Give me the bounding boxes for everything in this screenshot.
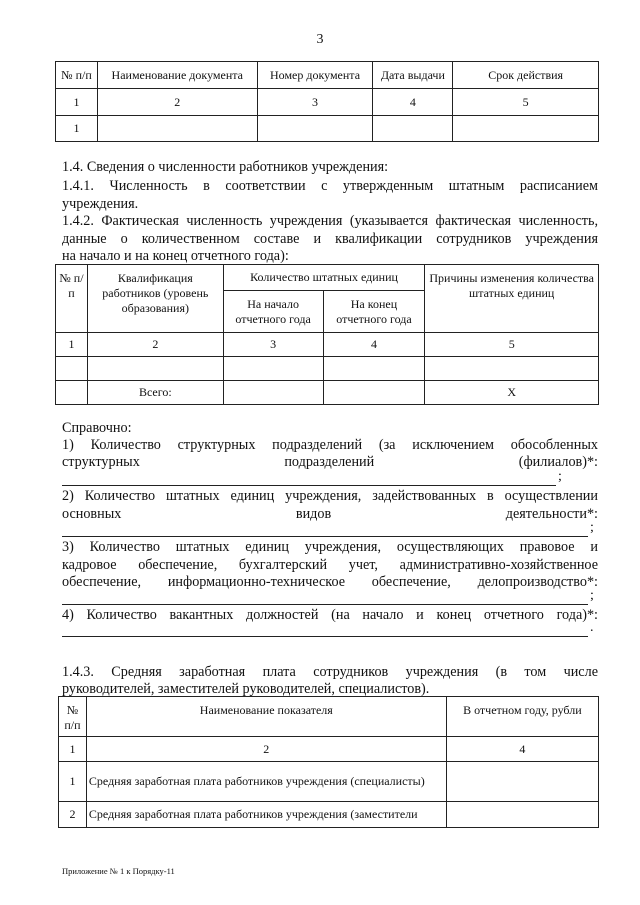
table-cell [223, 381, 323, 405]
table-row [59, 697, 599, 737]
period: . [590, 620, 594, 635]
ref-item1-line2: структурных подразделений (филиалов)*: [62, 454, 598, 470]
table-cell: 1 [56, 333, 88, 357]
section-1-4-title: 1.4. Сведения о численности работников учреждения: [62, 159, 389, 175]
ref-item4-line1: 4) Количество вакантных должностей (на начало и конец отчетного года)*: [62, 607, 598, 623]
table-row [56, 381, 599, 405]
table-cell [56, 357, 88, 381]
table-header: № п/п [56, 265, 88, 333]
p142-line3: на начало и на конец отчетного года): [62, 248, 289, 264]
semicolon: ; [590, 520, 594, 535]
table-cell: 5 [425, 333, 599, 357]
table-cell [257, 116, 373, 142]
table-header: На начало отчетного года [223, 291, 323, 333]
p142-line2: данные о количественном составе и квалификации сотрудников учреждения [62, 231, 598, 247]
table-header: В отчетном году, рубли [446, 697, 598, 737]
table-row [56, 62, 599, 89]
table-header: Срок действия [453, 62, 599, 89]
table-cell [323, 357, 425, 381]
table-row [56, 357, 599, 381]
total-label: Всего: [87, 381, 223, 405]
ref-item2-line1: 2) Количество штатных единиц учреждения, задействованных в осуществлении [62, 488, 598, 504]
table-cell: Средняя заработная плата работников учреждения (заместители [86, 802, 446, 828]
table-cell [323, 381, 425, 405]
table-header: Количество штатных единиц [223, 265, 425, 291]
documents-table [55, 61, 599, 142]
p141-line2: учреждения. [62, 196, 139, 212]
table-cell [87, 357, 223, 381]
table-cell [223, 357, 323, 381]
fill-line [62, 636, 588, 637]
table-cell: 3 [257, 89, 373, 116]
table-row [56, 333, 599, 357]
table-header: № п/п [56, 62, 98, 89]
page-number: 3 [316, 32, 324, 47]
table-cell: 2 [59, 802, 87, 828]
table-cell: 1 [56, 116, 98, 142]
table-cell: 4 [373, 89, 453, 116]
section-1-4-3-line1: 1.4.3. Средняя заработная плата сотрудников учреждения (в том числе [62, 664, 598, 680]
table-cell: 5 [453, 89, 599, 116]
table-cell: 1 [59, 762, 87, 802]
ref-item3-line3: обеспечение, информационно-техническое обеспечение, делопроизводство*: [62, 574, 598, 590]
table-header: На конец отчетного года [323, 291, 425, 333]
fill-line [62, 604, 588, 605]
table-row [56, 116, 599, 142]
table-header: Причины изменения количества штатных единиц [425, 265, 599, 333]
ref-item1-line1: 1) Количество структурных подразделений (за исключением обособленных [62, 437, 598, 453]
salary-table [58, 696, 599, 828]
table-cell: 3 [223, 333, 323, 357]
table-cell: Средняя заработная плата работников учреждения (специалисты) [86, 762, 446, 802]
table-cell: 1 [59, 737, 87, 762]
ref-item2-line2: основных видов деятельности*: [62, 506, 598, 522]
table-cell: 2 [97, 89, 257, 116]
table-header: Наименование документа [97, 62, 257, 89]
footer-note: Приложение № 1 к Порядку-11 [62, 866, 175, 876]
total-x: X [425, 381, 599, 405]
table-cell [446, 802, 598, 828]
table-row [59, 802, 599, 828]
table-cell [446, 762, 598, 802]
table-header: Дата выдачи [373, 62, 453, 89]
table-row [59, 762, 599, 802]
table-header: Номер документа [257, 62, 373, 89]
section-1-4-3-line2: руководителей, заместителей руководителей, специалистов). [62, 681, 430, 697]
staff-table [55, 264, 599, 405]
table-cell [373, 116, 453, 142]
table-cell [453, 116, 599, 142]
table-cell [97, 116, 257, 142]
ref-item3-line1: 3) Количество штатных единиц учреждения, осуществляющих правовое и [62, 539, 598, 555]
p141-line1: 1.4.1. Численность в соответствии с утвержденным штатным расписанием [62, 178, 598, 194]
table-cell [56, 381, 88, 405]
table-header: Наименование показателя [86, 697, 446, 737]
fill-line [62, 485, 556, 486]
table-row [56, 265, 599, 291]
table-cell: 2 [87, 333, 223, 357]
table-cell [425, 357, 599, 381]
table-cell: 1 [56, 89, 98, 116]
table-header: № п/п [59, 697, 87, 737]
reference-title: Справочно: [62, 420, 132, 436]
table-cell: 4 [323, 333, 425, 357]
semicolon: ; [558, 469, 562, 484]
table-cell: 4 [446, 737, 598, 762]
table-row [56, 89, 599, 116]
fill-line [62, 536, 588, 537]
table-header: Квалификация работников (уровень образования) [87, 265, 223, 333]
semicolon: ; [590, 588, 594, 603]
table-row [59, 737, 599, 762]
p142-line1: 1.4.2. Фактическая численность учреждения (указывается фактическая численность, [62, 213, 598, 229]
table-cell: 2 [86, 737, 446, 762]
ref-item3-line2: кадровое обеспечение, бухгалтерский учет, административно-хозяйственное [62, 557, 598, 573]
